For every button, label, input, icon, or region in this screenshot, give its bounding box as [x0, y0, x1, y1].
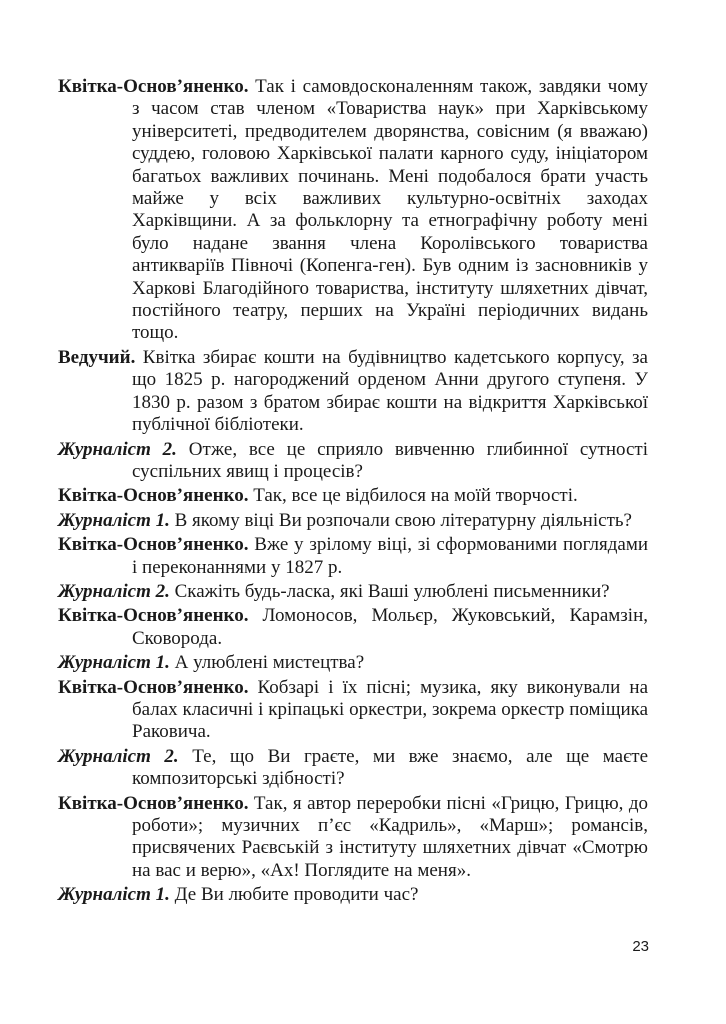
speech-text: В якому віці Ви розпочали свою літературну діяльність? [174, 509, 632, 531]
dialogue-entry [58, 485, 648, 507]
speech-text: Те, що Ви граєте, ми вже знаємо, але ще маєте композиторські здібності? [132, 745, 648, 790]
speaker-name: Квітка-Основ’яненко. [58, 605, 249, 627]
speaker-name: Квітка-Основ’яненко. [58, 792, 249, 814]
dialogue-entry [58, 746, 648, 791]
speech-text: Отже, все це сприяло вивченню глибинної сутності суспільних явищ і процесів? [132, 438, 649, 482]
dialogue-entry [58, 884, 648, 906]
dialogue-entry [58, 677, 648, 744]
speaker-name: Квітка-Основ’яненко. [58, 676, 249, 698]
dialogue-entry [58, 605, 648, 650]
speech-text: Скажіть будь-ласка, які Ваші улюблені письменники? [174, 580, 610, 602]
speech-text: Де Ви любите проводити час? [174, 884, 419, 906]
dialogue-entry [58, 347, 648, 437]
speaker-name: Журналіст 2. [58, 745, 179, 767]
speech-text: Так, все це відбилося на моїй творчості. [253, 485, 578, 507]
dialogue-entry [58, 793, 648, 883]
dialogue-entry [58, 76, 648, 345]
dialogue-entry [58, 439, 648, 484]
speaker-name: Журналіст 1. [58, 652, 170, 674]
dialogue-body [58, 76, 648, 909]
speaker-name: Квітка-Основ’яненко. [58, 485, 249, 507]
dialogue-entry [58, 510, 648, 532]
speaker-name: Журналіст 2. [58, 580, 170, 602]
page-number: 23 [632, 938, 649, 955]
speech-text: Кобзарі і їх пісні; музика, яку виконували на балах класичні і кріпацькі оркестри, зокрема оркестр поміщика Раковича. [132, 676, 648, 743]
speech-text: Ломоносов, Мольєр, Жуковський, Карамзін, Сковорода. [132, 605, 649, 649]
dialogue-entry [58, 652, 648, 674]
speaker-name: Журналіст 1. [58, 884, 170, 906]
speaker-name: Ведучий. [58, 346, 136, 368]
speaker-name: Журналіст 2. [58, 438, 177, 460]
dialogue-entry [58, 581, 648, 603]
speech-text: А улюблені мистецтва? [174, 652, 365, 674]
dialogue-entry [58, 534, 648, 579]
speaker-name: Квітка-Основ’яненко. [58, 76, 249, 97]
speaker-name: Журналіст 1. [58, 509, 170, 531]
speech-text: Вже у зрілому віці, зі сформованими поглядами і переконаннями у 1827 р. [132, 534, 649, 578]
speech-text: Квітка збирає кошти на будівництво кадетського корпусу, за що 1825 р. нагороджений орденом Анни другого ступеня. У 1830 р. разом з братом збирає кошти на відкриття Харківської публічної бібліотеки. [132, 346, 648, 436]
speech-text: Так, я автор переробки пісні «Грицю, Грицю, до роботи»; музичних п’єс «Кадриль», «Марш»; романсів, присвячених Раєвській з інституту шляхетних дівчат «Смотрю на вас и верю», «Ах! Поглядите на меня». [132, 792, 649, 881]
speaker-name: Квітка-Основ’яненко. [58, 534, 249, 556]
speech-text: Так і самовдосконаленням також, завдяки чому з часом став членом «Товариства наук» при Харківському університеті, предводителем дворянства, совісним (я вважаю) суддею, головою Харківської палати карного суду, ініціатором багатьох важливих починань. Мені подобалося брати участь майже у всіх важливих культурно-освітніх заходах Харківщини. А за фольклорну та етнографічну роботу мені було надане звання члена Королівського товариства антикваріїв Півночі (Копенга-ген). Був одним із засновників у Харкові Благодійного товариства, інституту шляхетних дівчат, постійного театру, перших на Україні періодичних видань тощо. [132, 76, 648, 344]
